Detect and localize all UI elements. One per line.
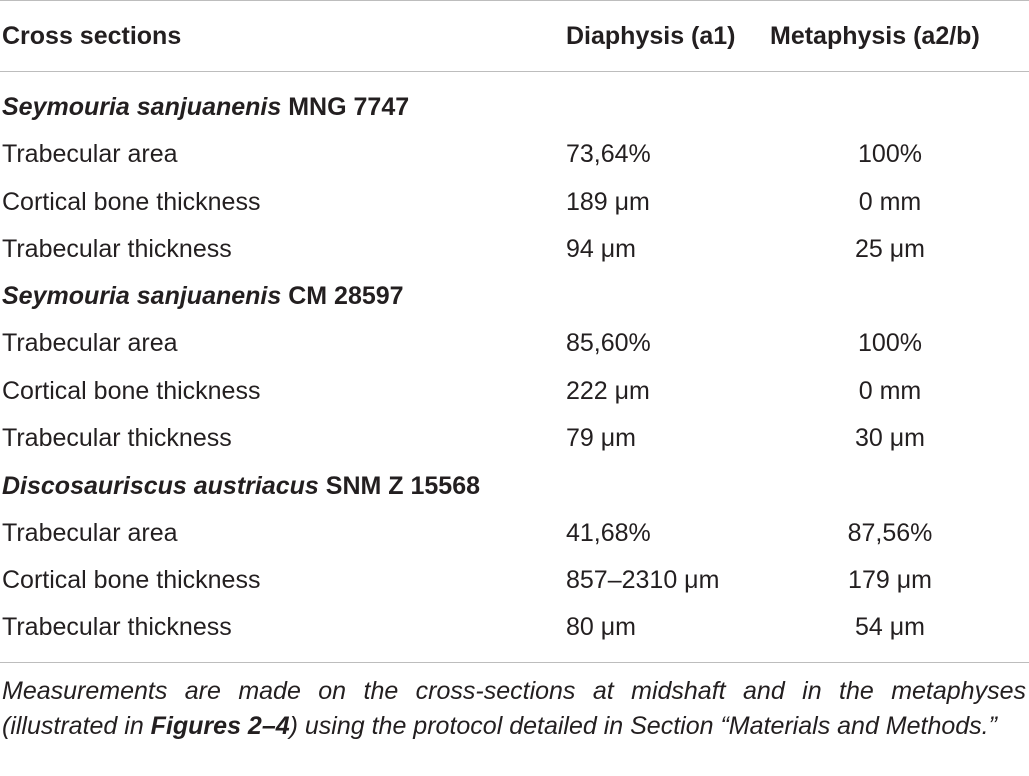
table-row	[0, 513, 1029, 553]
table-row	[0, 182, 1029, 222]
group-heading	[2, 87, 409, 127]
diaphysis-value: 94 μm	[566, 235, 636, 263]
row-label: Cortical bone thickness	[2, 566, 261, 594]
table-caption	[2, 674, 1026, 744]
group-heading-row	[0, 87, 1029, 127]
table-row	[0, 229, 1029, 269]
row-label: Trabecular thickness	[2, 424, 232, 452]
metaphysis-value: 100%	[858, 329, 922, 357]
metaphysis-value: 87,56%	[847, 519, 933, 547]
metaphysis-value: 30 μm	[855, 424, 925, 452]
metaphysis-value: 25 μm	[855, 235, 925, 263]
caption-text-after: ) using the protocol detailed in Section “Materials and Methods.”	[289, 712, 997, 740]
table-header-row	[0, 16, 1029, 56]
group-heading-row	[0, 466, 1029, 506]
row-label: Cortical bone thickness	[2, 377, 261, 405]
group-heading	[2, 466, 480, 506]
metaphysis-value: 54 μm	[855, 613, 925, 641]
species-name: Seymouria sanjuanenis	[2, 282, 282, 310]
diaphysis-value: 189 μm	[566, 188, 650, 216]
row-label: Trabecular thickness	[2, 235, 232, 263]
species-name: Discosauriscus austriacus	[2, 472, 319, 500]
header-diaphysis: Diaphysis (a1)	[566, 22, 736, 50]
diaphysis-value: 857–2310 μm	[566, 566, 720, 594]
specimen-id: MNG 7747	[288, 93, 410, 121]
row-label: Cortical bone thickness	[2, 188, 261, 216]
header-cross-sections: Cross sections	[2, 22, 182, 50]
table-header-rule	[0, 71, 1029, 72]
table-row	[0, 134, 1029, 174]
specimen-id: SNM Z 15568	[325, 472, 481, 500]
group-heading	[2, 276, 404, 316]
group-heading-row	[0, 276, 1029, 316]
diaphysis-value: 73,64%	[566, 140, 651, 168]
table-row	[0, 371, 1029, 411]
diaphysis-value: 80 μm	[566, 613, 636, 641]
table-row	[0, 607, 1029, 647]
row-label: Trabecular area	[2, 140, 178, 168]
diaphysis-value: 85,60%	[566, 329, 651, 357]
metaphysis-value: 0 mm	[858, 377, 922, 405]
row-label: Trabecular area	[2, 329, 178, 357]
row-label: Trabecular thickness	[2, 613, 232, 641]
table-top-rule	[0, 0, 1029, 1]
figure-reference-link[interactable]: Figures 2–4	[150, 712, 290, 740]
metaphysis-value: 179 μm	[848, 566, 932, 594]
row-label: Trabecular area	[2, 519, 178, 547]
table-row	[0, 418, 1029, 458]
caption-text-before: Measurements are made on the cross-sections at midshaft and in the metaphyses (illustrated in	[2, 677, 1026, 740]
specimen-id: CM 28597	[288, 282, 404, 310]
table-row	[0, 323, 1029, 363]
diaphysis-value: 41,68%	[566, 519, 651, 547]
metaphysis-value: 100%	[858, 140, 922, 168]
table-bottom-rule	[0, 662, 1029, 663]
species-name: Seymouria sanjuanenis	[2, 93, 282, 121]
diaphysis-value: 222 μm	[566, 377, 650, 405]
header-metaphysis: Metaphysis (a2/b)	[770, 22, 980, 50]
diaphysis-value: 79 μm	[566, 424, 636, 452]
table-row	[0, 560, 1029, 600]
metaphysis-value: 0 mm	[858, 188, 922, 216]
